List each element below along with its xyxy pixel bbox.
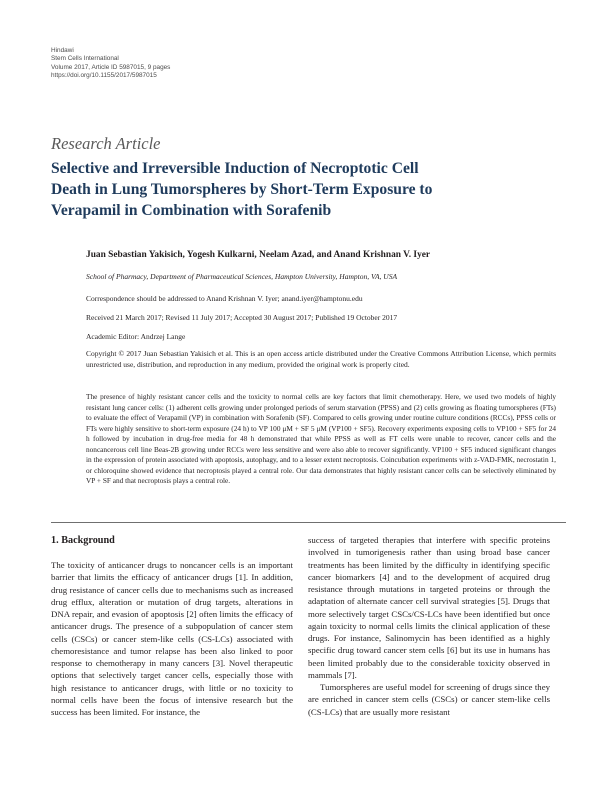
title-line: Selective and Irreversible Induction of Necroptotic Cell [51,160,419,177]
copyright-notice: Copyright © 2017 Juan Sebastian Yakisich et al. This is an open access article distributed under the Creative Commons Attribution License, which permits unrestricted use, distribution, and reproduction in any medium, provided the original work is properly cited. [86,349,556,369]
publisher-name: Hindawi [51,47,74,54]
publication-dates: Received 21 March 2017; Revised 11 July 2017; Accepted 30 August 2017; Published 19 October 2017 [86,313,398,322]
body-paragraph: The toxicity of anticancer drugs to noncancer cells is an important barrier that limits the efficacy of anticancer drugs [1]. In addition, drug resistance of cancer cells due to mechanisms such as increased drug efflux, alteration or mutation of drug targets, alterations in DNA repair, and evasion of apoptosis [2] often limits the efficacy of anticancer drugs. The presence of a subpopulation of cancer stem cells (CSCs) or cancer stem-like cells (CS-LCs) associated with chemoresistance and tumor relapse has been also linked to poor response to chemotherapy in many cancers [3]. Novel therapeutic options that selectively target cancer cells, especially those with high resistance to anticancer drugs, with little or no toxicity to normal cells have been the focus of intensive research but the success has been limited. For instance, the [51,560,293,717]
doi-link[interactable]: https://doi.org/10.1155/2017/5987015 [51,72,157,80]
academic-editor: Academic Editor: Andrzej Lange [86,332,186,341]
article-title [51,158,561,221]
body-paragraph: success of targeted therapies that interfere with specific proteins involved in tumorigenesis rather than using broad base cancer treatments has been limited by the difficulty in identifying specific cancer biomarkers [4] and to the development of acquired drug resistance through mutations in targeted proteins or through the adaptation of alternate cancer cell survival strategies [5]. Drugs that more selectively target CSCs/CS-LCs have been identified but once again toxicity to normal cells limits the clinical application of these drugs. For instance, Salinomycin has been identified as a highly specific drug toward cancer stem cells [6] but its use in humans has been limited probably due to the considerable toxicity observed in mammals [7]. [308,535,550,680]
volume-line: Volume 2017, Article ID 5987015, 9 pages [51,63,171,71]
journal-meta [51,47,170,81]
abstract: The presence of highly resistant cancer cells and the toxicity to normal cells are key factors that limit chemotherapy. Here, we used two models of highly resistant lung cancer cells: (1) adherent cells growing under prolonged periods of serum starvation (PPSS) and (2) cells growing as floating tumorspheres (FTs) to evaluate the effect of Verapamil (VP) in combination with Sorafenib (SF). Compared to cells growing under routine culture conditions (RCCs), PPSS cells or FTs were highly sensitive to short-term exposure (24 h) to VP 100 μM + SF 5 μM (VP100 + SF5). Recovery experiments exposing cells to VP100 + SF5 for 24 h followed by incubation in drug-free media for 48 h demonstrated that while PPSS as well as FT cells were unable to recover, cancer cells and the noncancerous cell line Beas-2B growing under RCCs were less sensitive and were also able to recover significantly. VP100 + SF5 induced significant changes in the expression of protein associated with apoptosis, autophagy, and to a lesser extent necroptosis. Coincubation experiments with z-VAD-FMK, necrostatin 1, or chloroquine showed evidence that necroptosis played a central role. Our data demonstrates that highly resistant cancer cells can be selectively eliminated by VP + SF and that necroptosis plays a central role. [86,392,556,485]
title-line: Death in Lung Tumorspheres by Short-Term Exposure to [51,181,433,198]
journal-name: Stem Cells International [51,55,119,63]
affiliation: School of Pharmacy, Department of Pharmaceutical Sciences, Hampton University, Hampton, VA, USA [86,272,398,281]
correspondence: Correspondence should be addressed to Anand Krishnan V. Iyer; anand.iyer@hamptonu.edu [86,294,363,303]
title-line: Verapamil in Combination with Sorafenib [51,202,332,219]
section-divider [51,522,566,523]
author-list: Juan Sebastian Yakisich, Yogesh Kulkarni, Neelam Azad, and Anand Krishnan V. Iyer [86,250,431,260]
body-paragraph: Tumorspheres are useful model for screening of drugs since they are enriched in cancer stem cells (CSCs) or cancer stem-like cells (CS-LCs) that are usually more resistant [308,682,550,717]
body-column-left [51,559,293,718]
body-column-right [308,534,550,718]
section-heading: 1. Background [51,535,115,546]
article-type: Research Article [51,134,161,153]
